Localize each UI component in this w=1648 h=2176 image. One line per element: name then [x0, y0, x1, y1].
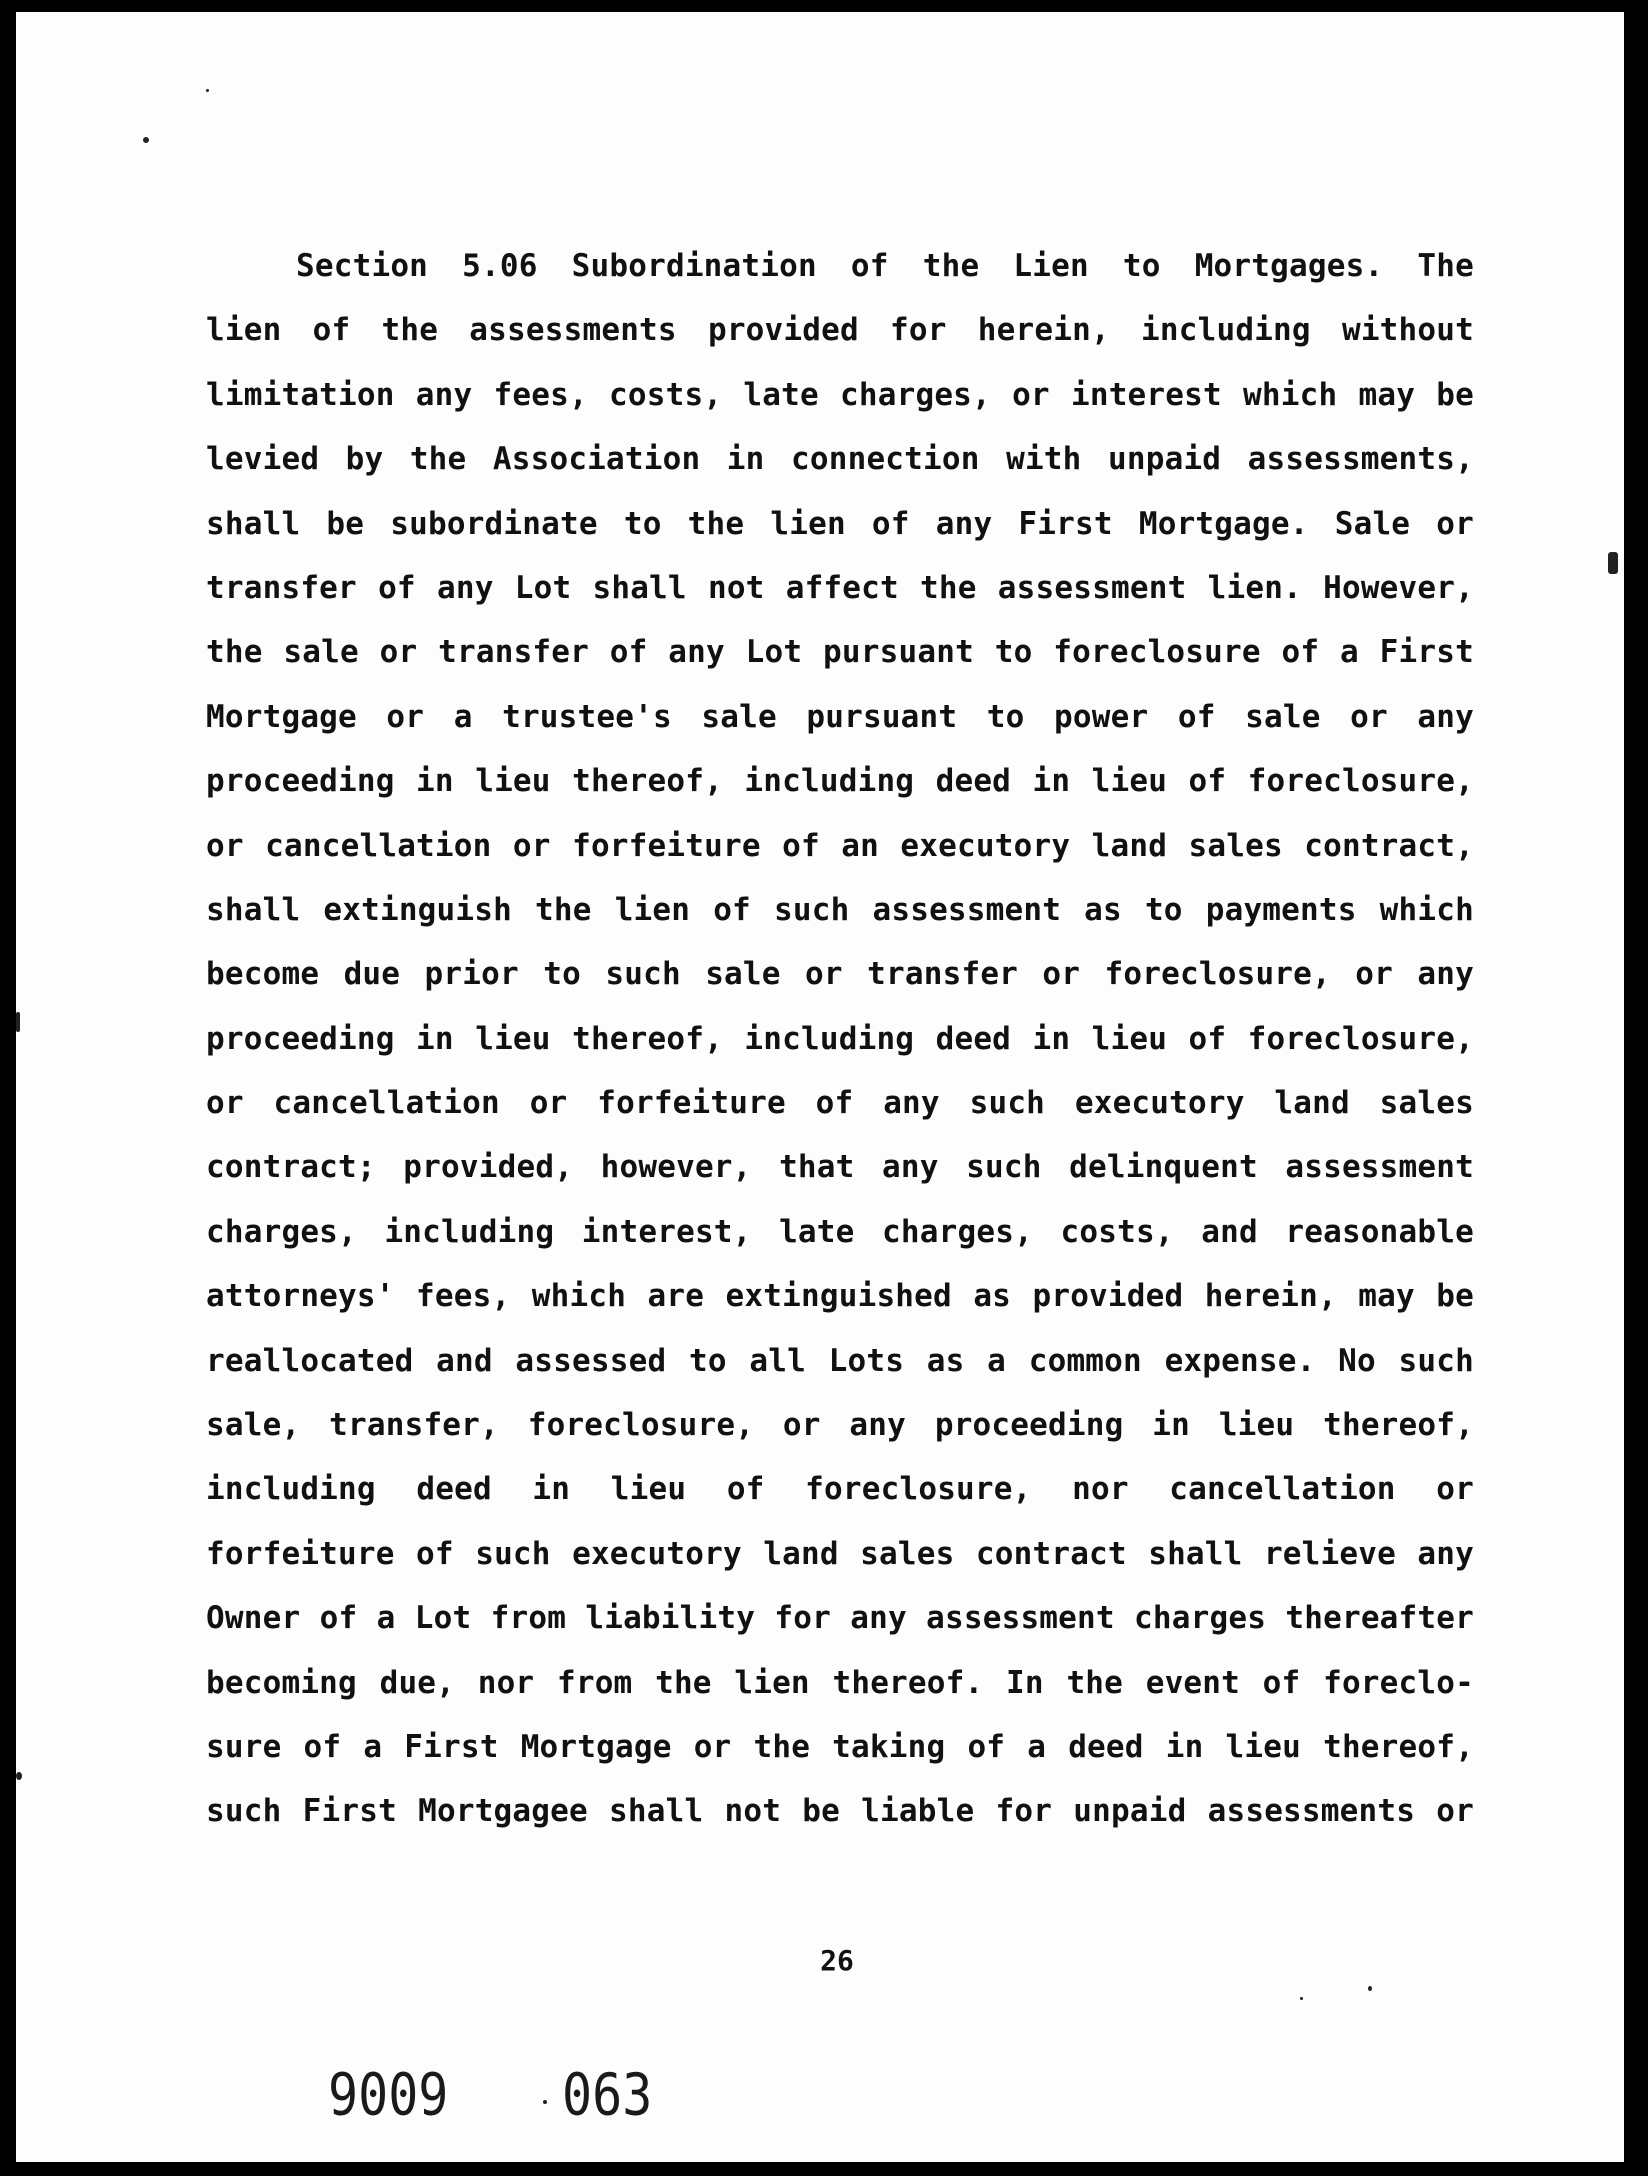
text-line: charges, including interest, late charges, costs, and reasonable: [206, 1213, 1474, 1250]
text-line: become due prior to such sale or transfer or foreclosure, or any: [206, 956, 1474, 993]
text-line: such First Mortgagee shall not be liable for unpaid assessments or: [206, 1793, 1474, 1830]
text-line: or cancellation or forfeiture of any such executory land sales: [206, 1085, 1474, 1122]
scan-speck: [1608, 552, 1618, 574]
text-line: shall extinguish the lien of such assessment as to payments which: [206, 891, 1474, 928]
text-line: attorneys' fees, which are extinguished as provided herein, may be: [206, 1278, 1474, 1315]
scan-speck: [16, 1012, 20, 1032]
scan-speck: [543, 2100, 547, 2104]
text-line: transfer of any Lot shall not affect the assessment lien. However,: [206, 569, 1474, 606]
scan-speck: [1300, 1997, 1303, 2000]
text-line: limitation any fees, costs, late charges, or interest which may be: [206, 376, 1474, 413]
page-number: 26: [820, 1944, 854, 1977]
text-line: proceeding in lieu thereof, including deed in lieu of foreclosure,: [206, 763, 1474, 800]
text-line: sure of a First Mortgage or the taking of a deed in lieu thereof,: [206, 1728, 1474, 1765]
text-line: shall be subordinate to the lien of any First Mortgage. Sale or: [206, 505, 1474, 542]
text-line: forfeiture of such executory land sales contract shall relieve any: [206, 1535, 1474, 1572]
text-line: sale, transfer, foreclosure, or any proceeding in lieu thereof,: [206, 1407, 1474, 1444]
text-line: Owner of a Lot from liability for any assessment charges thereafter: [206, 1600, 1474, 1637]
bates-stamp-suffix: 063: [562, 2061, 653, 2129]
text-line: proceeding in lieu thereof, including deed in lieu of foreclosure,: [206, 1020, 1474, 1057]
text-line: contract; provided, however, that any such delinquent assessment: [206, 1149, 1474, 1186]
text-line: lien of the assessments provided for herein, including without: [206, 312, 1474, 349]
text-line: including deed in lieu of foreclosure, nor cancellation or: [206, 1471, 1474, 1508]
document-page: [16, 12, 1624, 2162]
section-text: [206, 234, 1474, 1844]
scan-speck: [206, 89, 209, 92]
scan-speck: [143, 137, 149, 143]
text-line: reallocated and assessed to all Lots as a common expense. No such: [206, 1342, 1474, 1379]
text-line: Mortgage or a trustee's sale pursuant to power of sale or any: [206, 698, 1474, 735]
scan-speck: [1368, 1986, 1372, 1991]
text-line: or cancellation or forfeiture of an executory land sales contract,: [206, 827, 1474, 864]
text-line: Section 5.06 Subordination of the Lien to Mortgages. The: [296, 248, 1474, 284]
text-line: levied by the Association in connection with unpaid assessments,: [206, 441, 1474, 478]
text-line: becoming due, nor from the lien thereof. In the event of foreclo-: [206, 1664, 1474, 1701]
bates-stamp-prefix: 9009: [328, 2061, 449, 2129]
scan-speck: [16, 1772, 22, 1780]
text-line: the sale or transfer of any Lot pursuant to foreclosure of a First: [206, 634, 1474, 671]
